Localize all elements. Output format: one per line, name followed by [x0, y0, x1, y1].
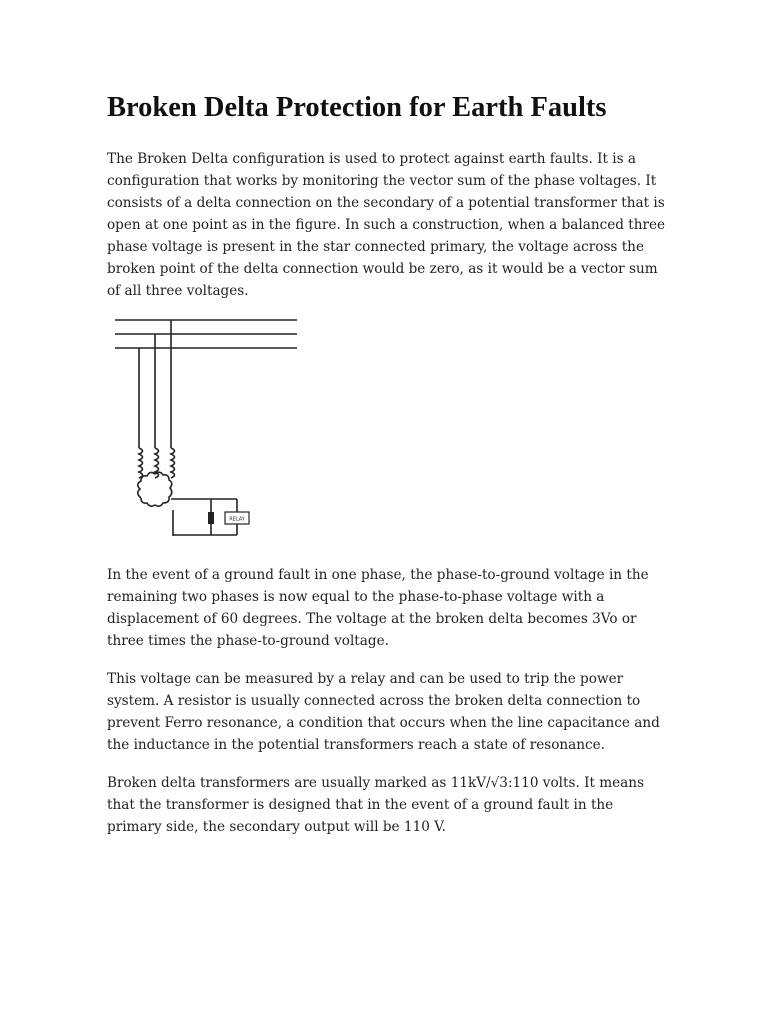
resistor-symbol: [208, 512, 214, 524]
broken-delta-diagram-svg: [111, 314, 311, 536]
paragraph-ground-fault: In the event of a ground fault in one phase, the phase-to-ground voltage in the remaining two phases is now equal to the phase-to-phase voltage with a displacement of 60 degrees. The voltage at the broken delta becomes 3Vo or three times the phase-to-ground voltage.: [107, 567, 649, 649]
paragraph-rating: Broken delta transformers are usually marked as 11kV/√3:110 volts. It means that the transformer is designed that in the event of a ground fault in the primary side, the secondary output will be 110 V.: [107, 775, 645, 835]
primary-coil-3: [171, 448, 175, 478]
article: [107, 88, 667, 835]
article-title: Broken Delta Protection for Earth Faults: [107, 92, 607, 123]
primary-coil-1: [139, 448, 143, 478]
paragraph-intro: The Broken Delta configuration is used to protect against earth faults. It is a configuration that works by monitoring the vector sum of the phase voltages. It consists of a delta connection on the secondary of a potential transformer that is open at one point as in the figure. In such a construction, when a balanced three phase voltage is present in the star connected primary, the voltage across the broken point of the delta connection would be zero, as it would be a vector sum of all three voltages.: [107, 151, 666, 299]
relay-label: RELAY: [229, 516, 245, 523]
broken-delta-diagram: [111, 314, 311, 536]
paragraph-relay: This voltage can be measured by a relay and can be used to trip the power system. A resistor is usually connected across the broken delta connection to prevent Ferro resonance, a condition that occurs when the line capacitance and the inductance in the potential transformers reach a state of resonance.: [107, 671, 660, 753]
